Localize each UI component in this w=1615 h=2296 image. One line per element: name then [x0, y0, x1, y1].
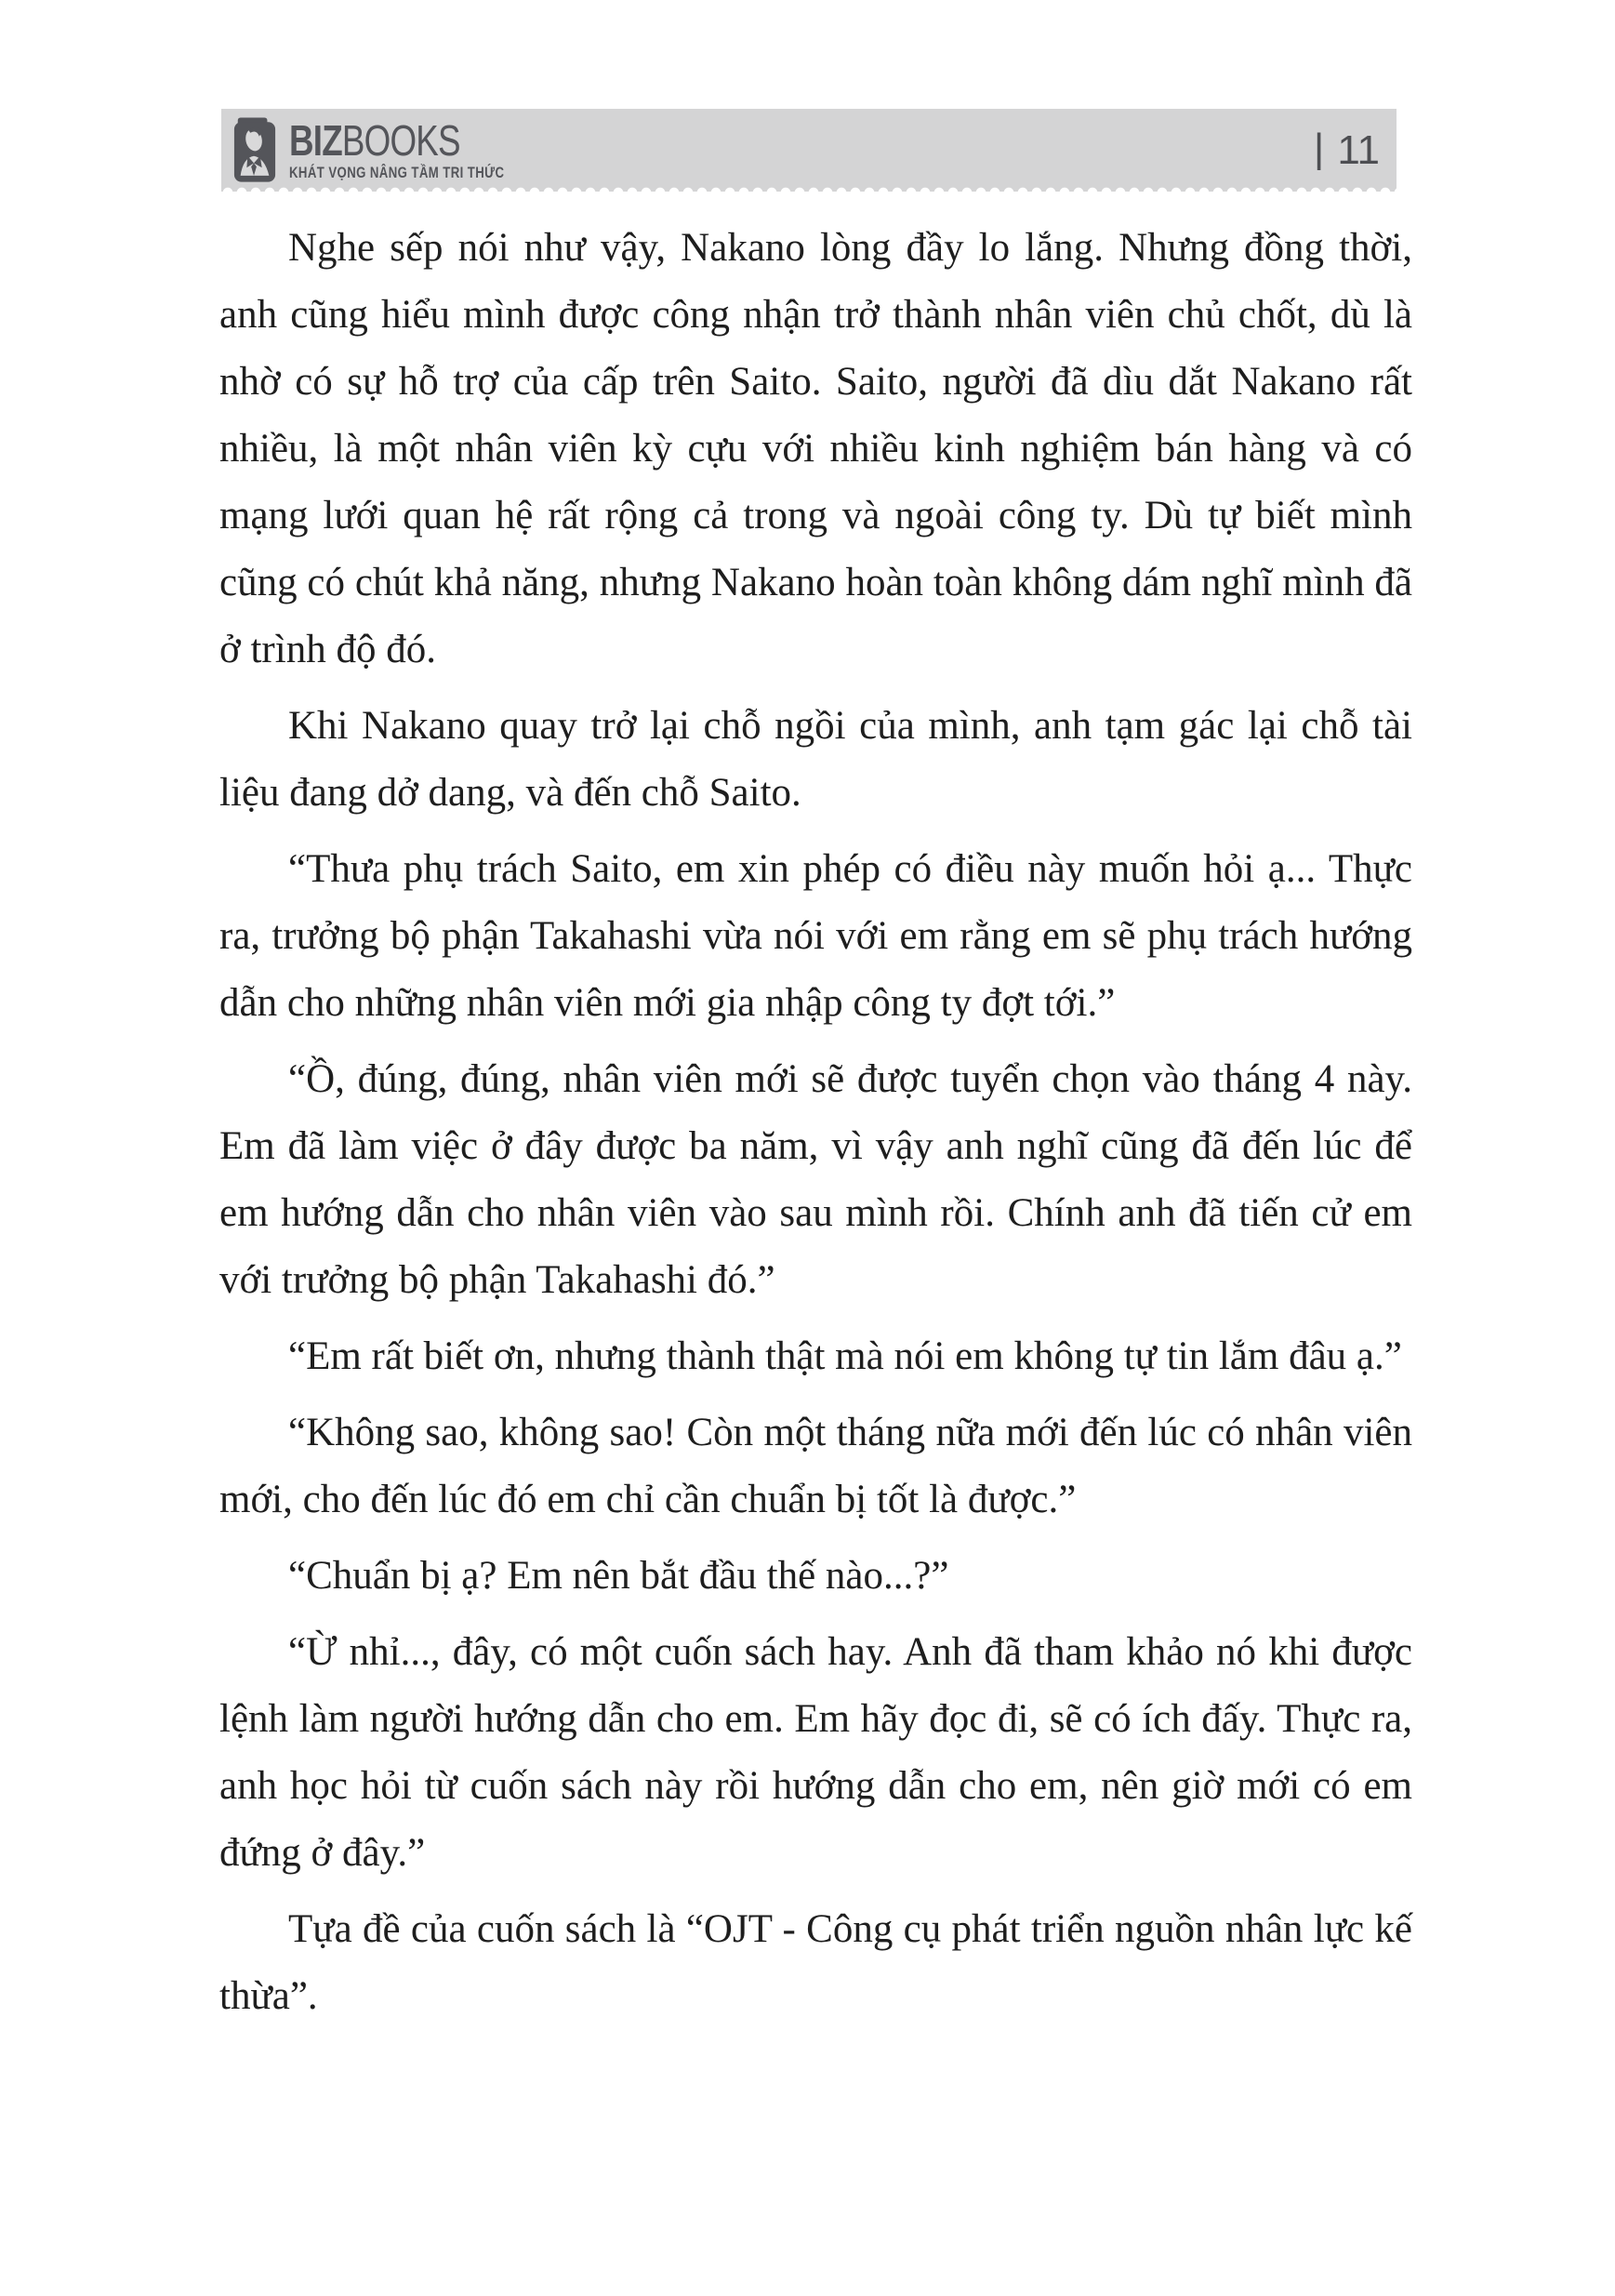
paragraph: Tựa đề của cuốn sách là “OJT - Công cụ phát triển nguồn nhân lực kế thừa”. [219, 1907, 1412, 2018]
brand-name-biz: BIZ [289, 115, 342, 165]
paragraph: Nghe sếp nói như vậy, Nakano lòng đầy lo lắng. Nhưng đồng thời, anh cũng hiểu mình được công nhận trở thành nhân viên chủ chốt, dù là nhờ có sự hỗ trợ của cấp trên Saito. Saito, người đã dìu dắt Nakano rất nhiều, là một nhân viên kỳ cựu với nhiều kinh nghiệm bán hàng và có mạng lưới quan hệ rất rộng cả trong và ngoài công ty. Dù tự biết mình cũng có chút khả năng, nhưng Nakano hoàn toàn không dám nghĩ mình đã ở trình độ đó. [219, 226, 1412, 671]
stamp-perforation-edge [221, 184, 1397, 192]
paragraph: “Ồ, đúng, đúng, nhân viên mới sẽ được tuyển chọn vào tháng 4 này. Em đã làm việc ở đây được ba năm, vì vậy anh nghĩ cũng đã đến lúc để em hướng dẫn cho nhân viên vào sau mình rồi. Chính anh đã tiến cử em với trưởng bộ phận Takahashi đó.” [219, 1057, 1412, 1302]
brand-logo [232, 109, 558, 192]
paragraph: Khi Nakano quay trở lại chỗ ngồi của mình, anh tạm gác lại chỗ tài liệu đang dở dang, và đến chỗ Saito. [219, 704, 1412, 815]
page-number-separator: | [1313, 125, 1325, 171]
paragraph: “Không sao, không sao! Còn một tháng nữa mới đến lúc có nhân viên mới, cho đến lúc đó em chỉ cần chuẩn bị tốt là được.” [219, 1411, 1412, 1521]
paragraph: “Thưa phụ trách Saito, em xin phép có điều này muốn hỏi ạ... Thực ra, trưởng bộ phận Takahashi vừa nói với em rằng em sẽ phụ trách hướng dẫn cho những nhân viên mới gia nhập công ty đợt tới.” [219, 847, 1412, 1025]
bizbooks-person-book-icon [232, 116, 277, 184]
page-number [1314, 127, 1380, 174]
brand-text [289, 115, 505, 182]
page-number-value: 11 [1337, 126, 1380, 173]
header-bar [221, 109, 1397, 192]
paragraph: “Ừ nhỉ..., đây, có một cuốn sách hay. Anh đã tham khảo nó khi được lệnh làm người hướng dẫn cho em. Em hãy đọc đi, sẽ có ích đấy. Thực ra, anh học hỏi từ cuốn sách này rồi hướng dẫn cho em, nên giờ mới có em đứng ở đây.” [219, 1630, 1412, 1875]
page-content [219, 215, 1412, 2039]
paragraph: “Em rất biết ơn, nhưng thành thật mà nói em không tự tin lắm đâu ạ.” [288, 1334, 1402, 1378]
brand-tagline: KHÁT VỌNG NÂNG TẦM TRI THỨC [289, 164, 505, 181]
brand-name-books: BOOKS [341, 115, 460, 165]
brand-name [289, 115, 504, 165]
paragraph: “Chuẩn bị ạ? Em nên bắt đầu thế nào...?” [288, 1554, 949, 1598]
